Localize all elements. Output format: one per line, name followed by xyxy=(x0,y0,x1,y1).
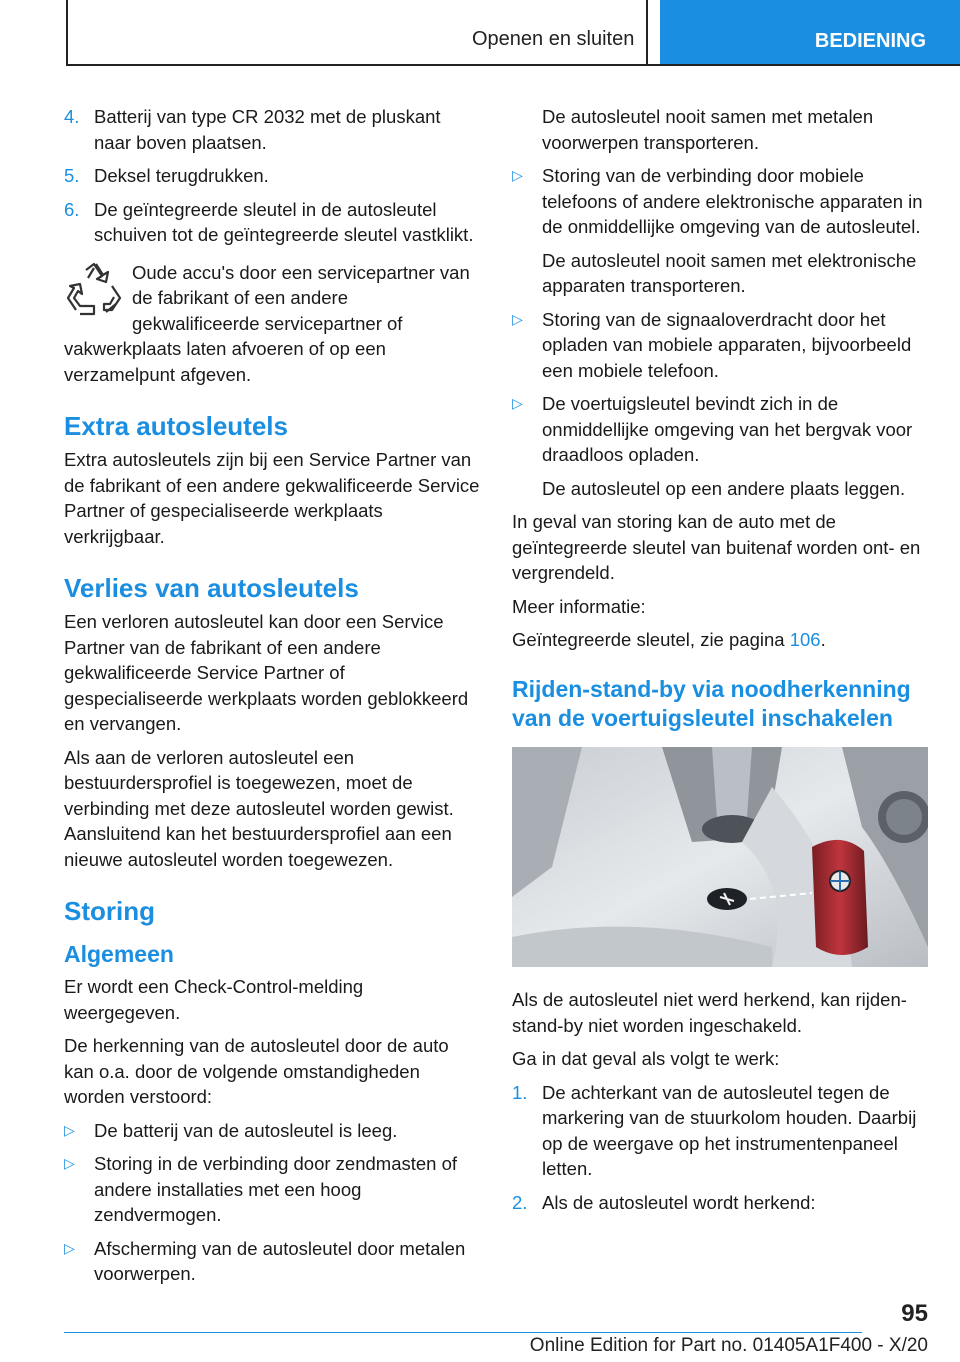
step-number: 1. xyxy=(512,1081,528,1103)
heading-extra: Extra autosleutels xyxy=(64,411,288,441)
heading-emergency: Rijden-stand-by via noodherkenning van de voertuigsleutel inschakelen xyxy=(512,675,911,731)
recycle-note xyxy=(64,260,480,388)
loss-text-1: Een verloren autosleutel kan door een Service Partner van de fabrikant of een andere gekwalificeerde Service Partner of gespecialiseerde werkplaats worden geblokkeerd en vervangen. xyxy=(64,611,469,734)
step-number: 5. xyxy=(64,165,80,186)
bullet-subtext: De autosleutel nooit samen met elektronische apparaten transporteren. xyxy=(542,249,917,296)
triangle-bullet-icon: ▷ xyxy=(64,1121,75,1138)
header-rule xyxy=(66,64,960,66)
step-item xyxy=(64,163,480,189)
heading-storing: Storing xyxy=(64,896,155,926)
step-number: 4. xyxy=(64,106,80,127)
triangle-bullet-icon: ▷ xyxy=(64,1239,75,1256)
bullet-item xyxy=(64,1151,480,1228)
right-column xyxy=(512,104,928,1223)
step-number: 2. xyxy=(512,1191,528,1213)
reference-prefix: Geïntegreerde sleutel, zie pagina xyxy=(512,629,785,650)
step-item xyxy=(64,104,480,155)
page-link[interactable]: 106 xyxy=(789,629,821,650)
reference-suffix: . xyxy=(820,629,826,650)
storing-paragraph: In geval van storing kan de auto met de geïntegreerde sleutel van buitenaf worden ont- en vergrendeld. xyxy=(512,511,921,583)
step-item xyxy=(512,1190,928,1216)
step-text: Deksel terugdrukken. xyxy=(94,165,269,186)
triangle-bullet-icon: ▷ xyxy=(512,395,523,411)
step-number: 6. xyxy=(64,198,80,220)
footer-edition: Online Edition for Part no. 01405A1F400 - X/20 xyxy=(529,1335,928,1356)
step-item xyxy=(512,1080,928,1182)
bullet-text: Afscherming van de autosleutel door metalen voorwerpen. xyxy=(94,1237,466,1284)
heading-loss: Verlies van autosleutels xyxy=(64,573,359,603)
algemeen-text-2: De herkenning van de autosleutel door de auto kan o.a. door de volgende omstandigheden worden verstoord: xyxy=(64,1035,449,1107)
bullet-text: De voertuigsleutel bevindt zich in de onmiddellijke omgeving van het bergvak voor draadloos opladen. xyxy=(542,393,913,465)
left-column xyxy=(64,104,480,1295)
triangle-bullet-icon: ▷ xyxy=(512,167,523,183)
paragraph: Ga in dat geval als volgt te werk: xyxy=(512,1048,780,1069)
bullet-text: Storing van de signaaloverdracht door het opladen van mobiele apparaten, bijvoorbeeld een mobiele telefoon. xyxy=(542,308,912,381)
bullet-item xyxy=(64,1118,480,1144)
heading-algemeen: Algemeen xyxy=(64,941,174,967)
bullet-item xyxy=(512,307,928,384)
step-item xyxy=(64,197,480,248)
bullet-subtext: De autosleutel op een andere plaats leggen. xyxy=(542,477,906,499)
triangle-bullet-icon: ▷ xyxy=(64,1155,75,1171)
reference-paragraph xyxy=(512,627,928,653)
bullet-text: Storing in de verbinding door zendmasten of andere installaties met een hoog zendvermogen. xyxy=(94,1153,458,1225)
section-title: Openen en sluiten xyxy=(472,28,635,50)
footer-rule xyxy=(64,1332,862,1333)
continuation-text: De autosleutel nooit samen met metalen voorwerpen transporteren. xyxy=(542,106,874,153)
bullet-text: De batterij van de autosleutel is leeg. xyxy=(94,1119,398,1141)
bullet-item xyxy=(512,163,928,240)
page-number: 95 xyxy=(901,1300,928,1327)
more-info-label: Meer informatie: xyxy=(512,595,646,617)
recycle-icon xyxy=(64,260,124,320)
paragraph: Als de autosleutel niet werd herkend, kan rijden-stand-by niet worden ingeschakeld. xyxy=(512,989,907,1036)
loss-text-2: Als aan de verloren autosleutel een bestuurdersprofiel is toegewezen, moet de verbinding met deze autosleutel worden gewist. Aansluitend kan het bestuurdersprofiel aan een nieuwe autosleutel worden toegewezen. xyxy=(64,746,454,870)
step-text: De achterkant van de autosleutel tegen de markering van de stuurkolom houden. Daarbij op de weergave op het instrumentenpaneel letten. xyxy=(542,1081,917,1179)
chapter-tab[interactable]: BEDIENING xyxy=(660,0,960,66)
step-text: Batterij van type CR 2032 met de pluskant naar boven plaatsen. xyxy=(94,106,441,153)
triangle-bullet-icon: ▷ xyxy=(512,310,523,327)
step-text: Als de autosleutel wordt herkend: xyxy=(542,1191,816,1213)
algemeen-text-1: Er wordt een Check-Control-melding weergegeven. xyxy=(64,976,364,1023)
bullet-item xyxy=(64,1236,480,1287)
step-text: De geïntegreerde sleutel in de autosleutel schuiven tot de geïntegreerde sleutel vastklikt. xyxy=(94,198,474,245)
recycle-note-text: Oude accu's door een servicepartner van de fabrikant of een andere gekwalificeerde servicepartner of vakwerkplaats laten afvoeren of op een verzamelpunt afgeven. xyxy=(64,261,470,385)
bullet-text: Storing van de verbinding door mobiele telefoons of andere elektronische apparaten in de onmiddellijke omgeving van de autosleutel. xyxy=(542,165,923,237)
extra-text: Extra autosleutels zijn bij een Service Partner van de fabrikant of een andere gekwalificeerde Service Partner of gespecialiseerde werkplaats verkrijgbaar. xyxy=(64,449,480,547)
steering-column-photo xyxy=(512,747,928,967)
bullet-item xyxy=(512,391,928,468)
